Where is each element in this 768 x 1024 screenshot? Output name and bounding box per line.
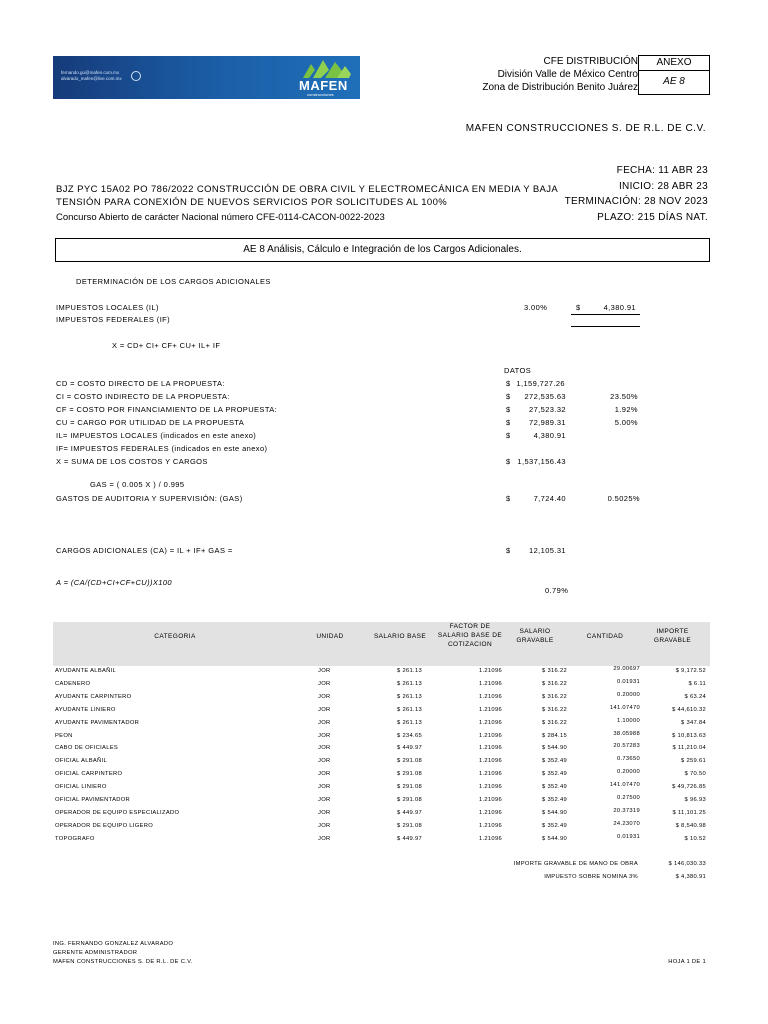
cell-salario-gravable: $ 544.90 [542,835,567,842]
datos-label: DATOS [504,366,532,375]
if-label: IMPUESTOS FEDERALES (IF) [56,315,171,324]
anexo-value: AE 8 [663,76,685,87]
anexo-box [638,55,710,95]
cell-importe: $ 347.84 [681,719,706,726]
tax-label: IMPUESTO SOBRE NOMINA 3% [544,874,638,880]
row-label: CD = COSTO DIRECTO DE LA PROPUESTA: [56,379,225,388]
cell-salario-base: $ 261.13 [397,693,422,700]
project-line-3: Concurso Abierto de carácter Nacional número CFE-0114-CACON-0022-2023 [56,212,385,223]
table-header [53,622,710,666]
gas-formula: GAS = ( 0.005 X ) / 0.995 [90,480,185,489]
cell-factor: 1.21096 [478,668,502,674]
cell-salario-base: $ 261.13 [397,680,422,687]
row-value: 72,989.31 [529,418,566,427]
signer-company: MAFEN CONSTRUCCIONES S. DE R.L. DE C.V. [53,959,193,965]
cell-salario-gravable: $ 316.22 [542,680,567,687]
anexo-label: ANEXO [639,56,709,71]
cell-unidad: JOR [318,732,331,739]
cell-cantidad: 20.37319 [613,807,640,814]
cell-factor: 1.21096 [478,745,502,752]
ca-value: 12,105.31 [529,546,566,555]
row-currency: $ [506,457,511,466]
if-underline [571,326,640,327]
total-label: IMPORTE GRAVABLE DE MANO DE OBRA [513,861,638,867]
cell-importe: $ 259.61 [681,758,706,765]
cell-importe: $ 96.93 [684,797,706,803]
cell-salario-base: $ 261.13 [397,719,422,726]
cell-importe: $ 49,726.85 [672,784,706,791]
cell-factor: 1.21096 [478,680,502,687]
cell-importe: $ 8,540.98 [675,822,706,829]
document-title: AE 8 Análisis, Cálculo e Integración de los Cargos Adicionales. [55,238,710,262]
cell-salario-base: $ 291.08 [397,797,422,803]
row-currency: $ [506,431,511,440]
cell-unidad: JOR [318,835,331,842]
cell-cantidad: 0.73650 [616,756,640,763]
cell-salario-gravable: $ 316.22 [542,668,567,674]
il-value: 4,380.91 [603,303,636,312]
cell-cantidad: 29.00697 [613,666,640,672]
th-unidad: UNIDAD [316,633,344,640]
cell-salario-gravable: $ 352.49 [542,822,567,829]
row-value: 1,537,156.43 [517,457,566,466]
page-number: HOJA 1 DE 1 [668,959,706,965]
cell-unidad: JOR [318,758,331,765]
ca-currency: $ [506,546,511,555]
cell-cantidad: 38.05988 [613,730,640,737]
cell-salario-base: $ 449.97 [397,835,422,842]
section-heading: DETERMINACIÓN DE LOS CARGOS ADICIONALES [76,277,271,286]
th-importe: IMPORTE GRAVABLE [653,628,692,644]
header-line-cfe: CFE DISTRIBUCIÓN [543,56,638,67]
cell-factor: 1.21096 [478,835,502,842]
row-percent: 5.00% [614,418,638,427]
logo-contact [61,70,122,82]
cell-salario-gravable: $ 316.22 [542,719,567,726]
cell-importe: $ 10,813.63 [672,732,706,739]
cell-cantidad: 20.57283 [613,743,640,750]
row-value: 272,535.63 [524,392,566,401]
cell-categoria: AYUDANTE CARPINTERO [55,693,132,700]
cell-salario-base: $ 261.13 [397,706,422,713]
cell-unidad: JOR [318,745,331,752]
gas-percent: 0.5025% [607,494,640,503]
il-currency: $ [576,303,581,312]
cell-cantidad: 141.07470 [609,704,640,711]
cell-factor: 1.21096 [478,784,502,791]
cell-salario-gravable: $ 284.15 [542,732,567,739]
cell-salario-gravable: $ 316.22 [542,693,567,700]
gas-currency: $ [506,494,511,503]
row-label: CI = COSTO INDIRECTO DE LA PROPUESTA: [56,392,230,401]
a-formula: A = (CA/(CD+CI+CF+CU))X100 [56,578,172,587]
logo-contact-line: alvarado_mafen@live.com.mx [61,76,122,81]
row-label: X = SUMA DE LOS COSTOS Y CARGOS [56,457,208,466]
cell-unidad: JOR [318,719,331,726]
th-categoria: CATEGORIA [154,633,196,640]
th-salario-gravable: SALARIO GRAVABLE [516,628,554,644]
cell-importe: $ 63.24 [684,693,706,700]
date-plazo: PLAZO: 215 DÍAS NAT. [597,212,708,223]
cell-unidad: JOR [318,668,331,674]
cell-cantidad: 0.01931 [616,833,640,840]
cell-salario-gravable: $ 544.90 [542,809,567,816]
row-percent: 23.50% [610,392,638,401]
cell-unidad: JOR [318,822,331,829]
ca-label: CARGOS ADICIONALES (CA) = IL + IF+ GAS = [56,546,233,555]
row-currency: $ [506,418,511,427]
cell-importe: $ 11,210.04 [672,745,706,752]
company-name: MAFEN CONSTRUCCIONES S. DE R.L. DE C.V. [465,123,706,134]
tax-value: $ 4,380.91 [675,874,706,880]
cell-unidad: JOR [318,771,331,778]
cell-factor: 1.21096 [478,693,502,700]
cell-salario-base: $ 291.08 [397,771,422,778]
th-cantidad: CANTIDAD [586,633,624,640]
cell-unidad: JOR [318,784,331,791]
row-label: CU = CARGO POR UTILIDAD DE LA PROPUESTA [56,418,245,427]
row-value: 1,159,727.26 [516,379,565,388]
date-terminacion: TERMINACIÓN: 28 NOV 2023 [564,196,708,207]
row-percent: 1.92% [614,405,638,414]
row-currency: $ [506,405,511,414]
cell-categoria: OFICIAL LINIERO [55,784,107,791]
row-label: CF = COSTO POR FINANCIAMIENTO DE LA PROPUESTA: [56,405,278,414]
cell-categoria: TOPOGRAFO [55,835,95,842]
cell-factor: 1.21096 [478,771,502,778]
cell-importe: $ 70.50 [684,771,706,778]
cell-factor: 1.21096 [478,719,502,726]
cell-unidad: JOR [318,809,331,816]
row-currency: $ [506,379,511,388]
cell-factor: 1.21096 [478,706,502,713]
cell-categoria: OFICIAL CARPINTERO [55,771,123,778]
cell-cantidad: 141.07470 [609,782,640,789]
cell-salario-base: $ 261.13 [397,668,422,674]
cell-salario-gravable: $ 544.90 [542,745,567,752]
cell-importe: $ 11,101.25 [672,809,706,816]
cell-salario-gravable: $ 352.49 [542,784,567,791]
cell-categoria: OFICIAL ALBAÑIL [55,758,107,765]
cell-categoria: AYUDANTE LINIERO [55,706,116,713]
cell-importe: $ 10.52 [684,835,706,842]
cell-categoria: AYUDANTE PAVIMENTADOR [55,719,140,726]
date-fecha: FECHA: 11 ABR 23 [616,165,708,176]
cell-factor: 1.21096 [478,758,502,765]
logo-globe-icon [131,71,141,81]
cell-factor: 1.21096 [478,797,502,803]
cell-importe: $ 9,172.52 [675,668,706,674]
cell-categoria: CADENERO [55,680,91,687]
cell-salario-base: $ 449.97 [397,745,422,752]
cell-factor: 1.21096 [478,732,502,739]
logo-sub: construcciones [307,92,334,97]
gas-value: 7,724.40 [533,494,566,503]
cell-salario-base: $ 291.08 [397,822,422,829]
cell-salario-base: $ 291.08 [397,784,422,791]
row-label: IL= IMPUESTOS LOCALES (indicados en este anexo) [56,431,257,440]
cell-importe: $ 6.11 [688,680,706,687]
project-line-2: TENSIÓN PARA CONEXIÓN DE NUEVOS SERVICIOS POR SOLICITUDES AL 100% [56,197,448,208]
cell-unidad: JOR [318,693,331,700]
cell-cantidad: 0.20000 [616,769,640,776]
logo-contact-line: fernando.go@mafen.com.mx [61,70,120,75]
cell-categoria: PEON [55,732,73,739]
cell-cantidad: 0.20000 [616,691,640,698]
gas-label: GASTOS DE AUDITORIA Y SUPERVISIÓN: (GAS) [56,494,243,503]
date-inicio: INICIO: 28 ABR 23 [618,181,708,192]
company-logo-banner [53,56,360,99]
il-underline [571,314,640,315]
cell-categoria: CABO DE OFICIALES [55,745,119,752]
cell-factor: 1.21096 [478,822,502,829]
cell-categoria: AYUDANTE ALBAÑIL [55,668,117,674]
cell-categoria: OFICIAL PAVIMENTADOR [55,797,131,803]
cell-salario-gravable: $ 352.49 [542,797,567,803]
th-salario-base: SALARIO BASE [373,633,427,640]
cell-salario-gravable: $ 316.22 [542,706,567,713]
cell-salario-base: $ 234.65 [397,732,422,739]
cell-importe: $ 44,610.32 [672,706,706,713]
logo-brand: MAFEN [299,78,348,93]
cell-unidad: JOR [318,706,331,713]
header-line-division: División Valle de México Centro [497,69,638,80]
row-value: 4,380.91 [533,431,566,440]
th-factor: FACTOR DE SALARIO BASE DE COTIZACION [437,623,503,648]
signer-title: GERENTE ADMINISTRADOR [53,950,138,956]
il-percent: 3.00% [524,303,548,312]
cell-unidad: JOR [318,680,331,687]
row-currency: $ [506,392,511,401]
cell-salario-base: $ 291.08 [397,758,422,765]
formula-x: X = CD+ CI+ CF+ CU+ IL+ IF [112,341,221,350]
a-value: 0.79% [545,586,569,595]
cell-cantidad: 24.23070 [613,820,640,827]
cell-unidad: JOR [318,797,331,803]
header-line-zona: Zona de Distribución Benito Juárez [482,82,638,93]
cell-salario-gravable: $ 352.49 [542,771,567,778]
row-label: IF= IMPUESTOS FEDERALES (indicados en este anexo) [56,444,268,453]
total-value: $ 146,030.33 [668,861,706,867]
signer-name: ING. FERNANDO GONZALEZ ALVARADO [53,941,174,947]
project-line-1: BJZ PYC 15A02 PO 786/2022 CONSTRUCCIÓN DE OBRA CIVIL Y ELECTROMECÁNICA EN MEDIA Y BAJA [56,184,559,195]
cell-salario-base: $ 449.97 [397,809,422,816]
cell-factor: 1.21096 [478,809,502,816]
row-value: 27,523.32 [529,405,566,414]
mafen-mark-icon [301,60,353,78]
cell-cantidad: 0.27500 [616,795,640,801]
cell-categoria: OPERADOR DE EQUIPO ESPECIALIZADO [55,809,180,816]
il-label: IMPUESTOS LOCALES (IL) [56,303,159,312]
cell-cantidad: 0.01931 [616,678,640,685]
cell-salario-gravable: $ 352.49 [542,758,567,765]
cell-categoria: OPERADOR DE EQUIPO LIGERO [55,822,154,829]
cell-cantidad: 1.10000 [616,717,640,724]
